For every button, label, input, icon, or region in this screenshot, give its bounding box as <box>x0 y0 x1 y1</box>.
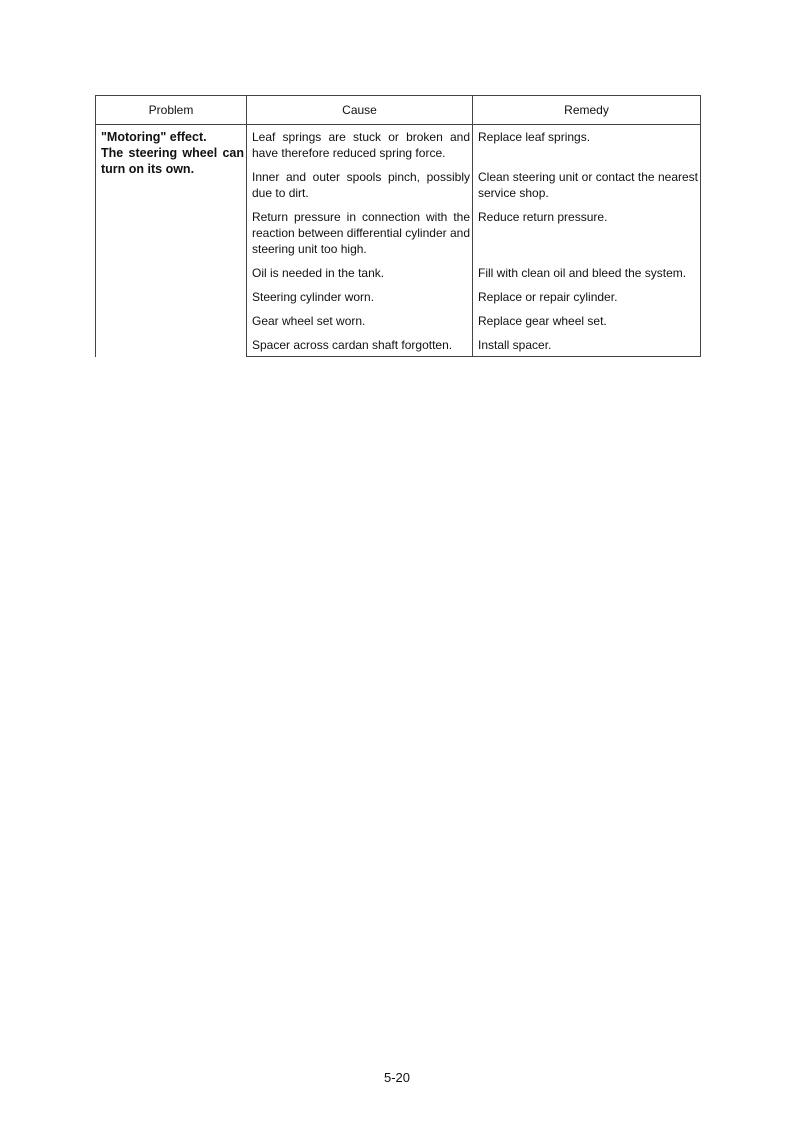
table-header-row <box>96 96 701 125</box>
cause-text: Steering cylinder worn. <box>252 289 375 304</box>
remedy-text: Reduce return pressure. <box>478 209 608 224</box>
cause-cell <box>247 165 473 205</box>
problem-line-3: turn on its own. <box>101 162 195 176</box>
cause-text: Return pressure in connection with the reaction between differential cylinder and steering unit too high. <box>252 209 470 256</box>
cause-text: Inner and outer spools pinch, possibly due to dirt. <box>252 169 470 200</box>
problem-line-2: The steering wheel can <box>101 146 244 160</box>
cause-cell <box>247 333 473 357</box>
problem-line-1: "Motoring" effect. <box>101 130 207 144</box>
remedy-text: Replace or repair cylinder. <box>478 289 618 304</box>
remedy-cell <box>473 261 701 285</box>
cause-cell <box>247 261 473 285</box>
cause-cell <box>247 125 473 165</box>
cause-cell <box>247 205 473 261</box>
remedy-text: Fill with clean oil and bleed the system. <box>478 265 687 280</box>
cause-text: Leaf springs are stuck or broken and have therefore reduced spring force. <box>252 130 470 160</box>
problem-cell <box>96 125 247 357</box>
header-problem: Problem <box>96 96 247 125</box>
remedy-cell <box>473 285 701 309</box>
header-cause: Cause <box>247 96 473 125</box>
cause-cell <box>247 309 473 333</box>
page-number: 5-20 <box>383 1070 411 1085</box>
troubleshooting-table <box>95 95 701 357</box>
remedy-cell <box>473 125 701 165</box>
cause-text: Spacer across cardan shaft forgotten. <box>252 337 453 352</box>
remedy-cell <box>473 333 701 357</box>
table-row <box>96 125 701 165</box>
cause-cell <box>247 285 473 309</box>
remedy-cell <box>473 205 701 261</box>
remedy-text: Install spacer. <box>478 337 552 352</box>
cause-text: Oil is needed in the tank. <box>252 265 385 280</box>
remedy-text: Replace gear wheel set. <box>478 313 607 328</box>
remedy-cell <box>473 165 701 205</box>
remedy-text: Clean steering unit or contact the nearest service shop. <box>478 169 698 200</box>
remedy-cell <box>473 309 701 333</box>
remedy-text: Replace leaf springs. <box>478 130 591 144</box>
header-remedy: Remedy <box>473 96 701 125</box>
cause-text: Gear wheel set worn. <box>252 313 366 328</box>
